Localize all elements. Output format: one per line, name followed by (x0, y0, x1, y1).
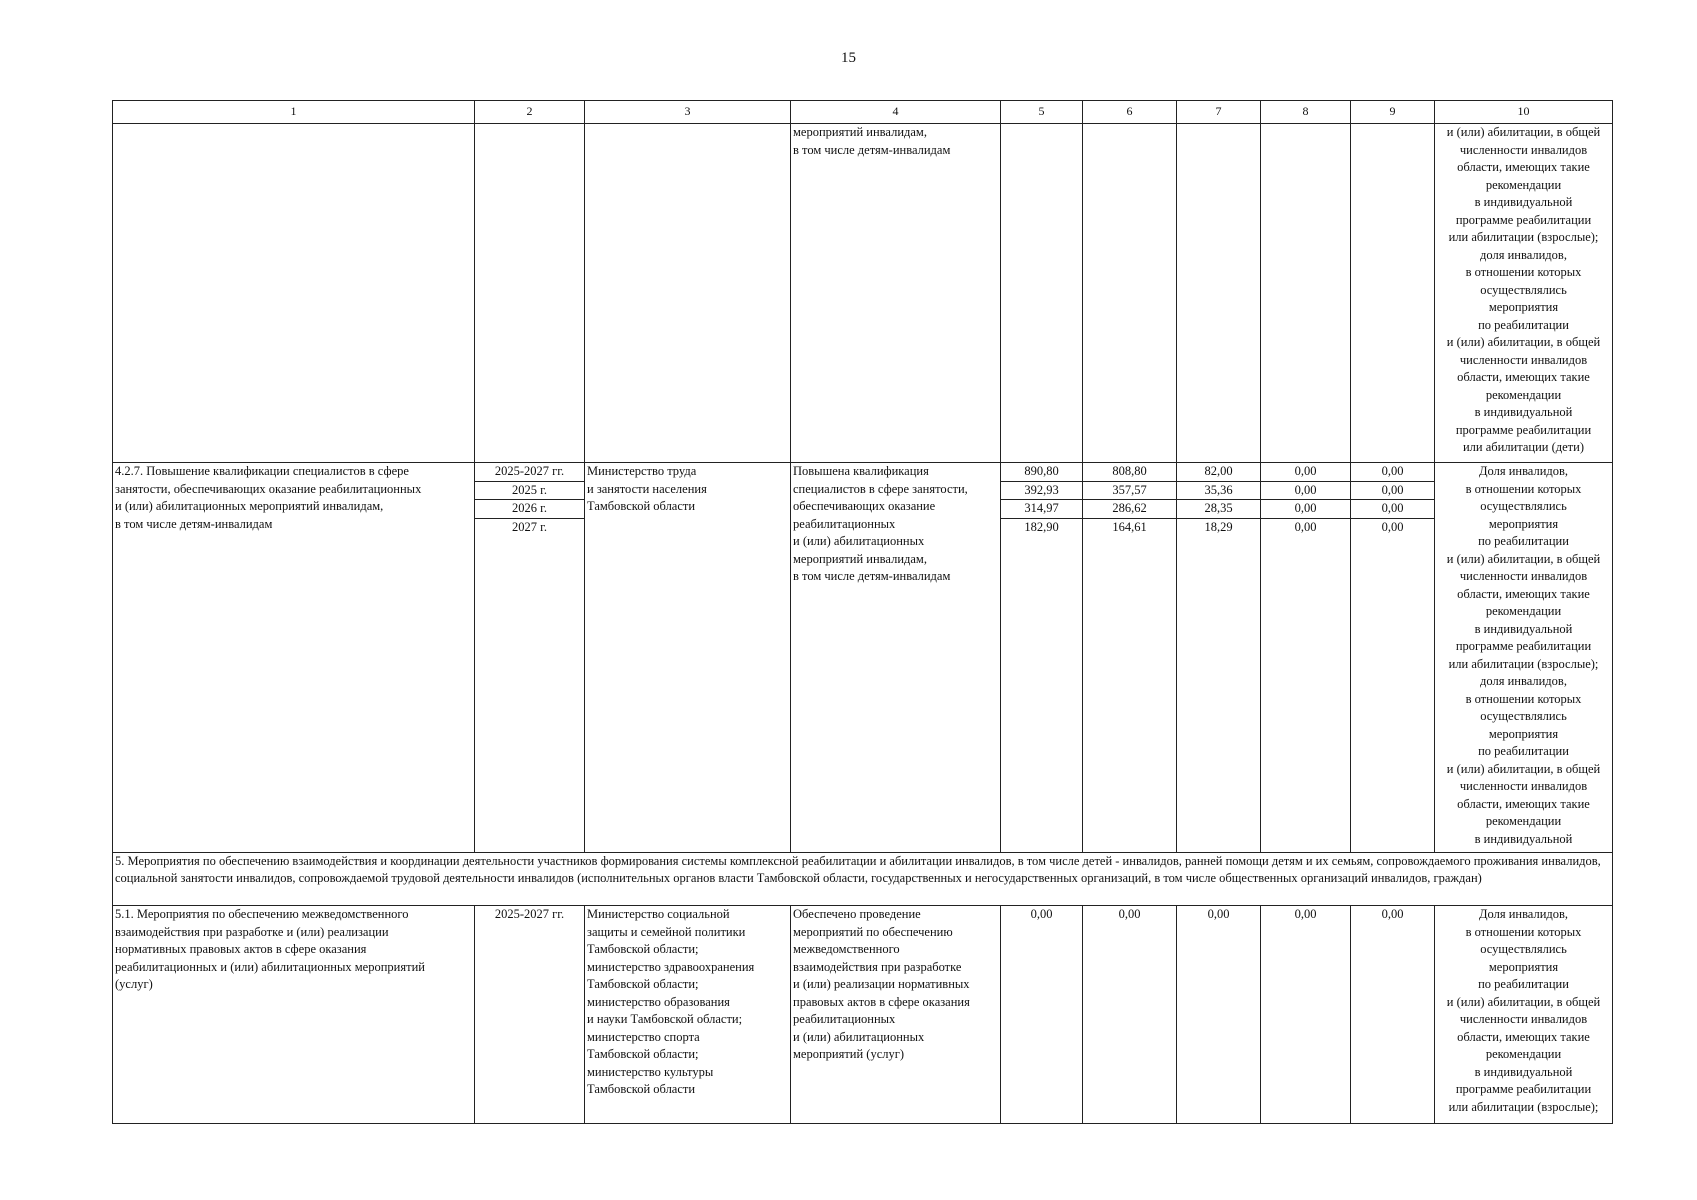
numeric-value: 0,00 (1351, 906, 1435, 1124)
numeric-value: 82,00 (1177, 463, 1260, 482)
activity-cell: 4.2.7. Повышение квалификации специалистов в сфере занятости, обеспечивающих оказание реабилитационных и (или) абилитационных мероприятий инвалидам, в том числе детям-инвалидам (113, 463, 475, 852)
years-cell (475, 463, 585, 852)
numeric-value: 0,00 (1261, 906, 1351, 1124)
header-cell: 8 (1261, 101, 1351, 124)
numeric-value: 0,00 (1294, 519, 1317, 534)
header-row (113, 101, 1613, 124)
value-cell-col7 (1177, 463, 1261, 852)
year-value: 2027 г. (512, 519, 547, 534)
indicator-cell: и (или) абилитации, в общей численности инвалидов области, имеющих такие рекомендации в индивидуальной программе реабилитации или абилитации (взрослые); доля инвалидов, в отношении которых осуществлялись мероприятия по реабилитации и (или) абилитации, в общей численности инвалидов области, имеющих такие рекомендации в индивидуальной программе реабилитации или абилитации (дети) (1435, 124, 1613, 463)
numeric-value: 314,97 (1001, 500, 1082, 519)
header-cell: 6 (1083, 101, 1177, 124)
table-row (113, 463, 1613, 852)
activity-cell: 5.1. Мероприятия по обеспечению межведомственного взаимодействия при разработке и (или) реализации нормативных правовых актов в сфере оказания реабилитационных и (или) абилитационных мероприятий (услуг) (113, 906, 475, 1124)
numeric-value: 0,00 (1381, 519, 1404, 534)
section-heading: 5. Мероприятия по обеспечению взаимодействия и координации деятельности участников формирования системы комплексной реабилитации и абилитации инвалидов, в том числе детей - инвалидов, ранней помощи детям и их семьям, сопровождаемого проживания инвалидов, социальной занятости инвалидов, сопровождаемой трудовой деятельности инвалидов (исполнительных органов власти Тамбовской области, государственных и негосударственных организаций, в том числе общественных организаций инвалидов, граждан) (113, 852, 1613, 905)
numeric-value: 0,00 (1261, 500, 1350, 519)
numeric-value: 0,00 (1177, 906, 1261, 1124)
numeric-value: 0,00 (1261, 482, 1350, 501)
header-cell: 3 (585, 101, 791, 124)
numeric-value: 182,90 (1024, 519, 1059, 534)
table-cell (585, 124, 791, 463)
table-cell (475, 124, 585, 463)
header-cell: 9 (1351, 101, 1435, 124)
section-row (113, 852, 1613, 905)
table-row (113, 906, 1613, 1124)
numeric-value: 18,29 (1204, 519, 1233, 534)
numeric-value: 164,61 (1112, 519, 1147, 534)
numeric-value: 0,00 (1351, 482, 1434, 501)
years-cell: 2025-2027 гг. (475, 906, 585, 1124)
year-value: 2025 г. (475, 482, 584, 501)
result-cell: Повышена квалификация специалистов в сфере занятости, обеспечивающих оказание реабилитационных и (или) абилитационных мероприятий инвалидам, в том числе детям-инвалидам (791, 463, 1001, 852)
value-cell-col8 (1261, 463, 1351, 852)
year-value: 2026 г. (475, 500, 584, 519)
numeric-value: 35,36 (1177, 482, 1260, 501)
value-cell-col5 (1001, 463, 1083, 852)
numeric-value: 0,00 (1261, 463, 1350, 482)
table-cell (113, 124, 475, 463)
table-cell (1261, 124, 1351, 463)
header-cell: 1 (113, 101, 475, 124)
header-cell: 5 (1001, 101, 1083, 124)
numeric-value: 357,57 (1083, 482, 1176, 501)
header-cell: 10 (1435, 101, 1613, 124)
numeric-value: 392,93 (1001, 482, 1082, 501)
numeric-value: 890,80 (1001, 463, 1082, 482)
table-cell (1083, 124, 1177, 463)
table-cell (1001, 124, 1083, 463)
table-row (113, 124, 1613, 463)
numeric-value: 0,00 (1083, 906, 1177, 1124)
header-cell: 4 (791, 101, 1001, 124)
indicator-cell: Доля инвалидов, в отношении которых осуществлялись мероприятия по реабилитации и (или) абилитации, в общей численности инвалидов области, имеющих такие рекомендации в индивидуальной программе реабилитации или абилитации (взрослые); (1435, 906, 1613, 1124)
value-cell-col6 (1083, 463, 1177, 852)
numeric-value: 286,62 (1083, 500, 1176, 519)
header-cell: 2 (475, 101, 585, 124)
numeric-value: 808,80 (1083, 463, 1176, 482)
executor-cell: Министерство труда и занятости населения Тамбовской области (585, 463, 791, 852)
numeric-value: 28,35 (1177, 500, 1260, 519)
numeric-value: 0,00 (1001, 906, 1083, 1124)
value-cell-col9 (1351, 463, 1435, 852)
executor-cell: Министерство социальной защиты и семейной политики Тамбовской области; министерство здравоохранения Тамбовской области; министерство образования и науки Тамбовской области; министерство спорта Тамбовской области; министерство культуры Тамбовской области (585, 906, 791, 1124)
result-cell: мероприятий инвалидам, в том числе детям-инвалидам (791, 124, 1001, 463)
page-number: 15 (841, 50, 856, 66)
result-cell: Обеспечено проведение мероприятий по обеспечению межведомственного взаимодействия при разработке и (или) реализации нормативных правовых актов в сфере оказания реабилитационных и (или) абилитационных мероприятий (услуг) (791, 906, 1001, 1124)
program-table (112, 100, 1613, 1124)
header-cell: 7 (1177, 101, 1261, 124)
numeric-value: 0,00 (1351, 463, 1434, 482)
numeric-value: 0,00 (1351, 500, 1434, 519)
table-cell (1177, 124, 1261, 463)
year-value: 2025-2027 гг. (475, 463, 584, 482)
table-cell (1351, 124, 1435, 463)
indicator-cell: Доля инвалидов, в отношении которых осуществлялись мероприятия по реабилитации и (или) абилитации, в общей численности инвалидов области, имеющих такие рекомендации в индивидуальной программе реабилитации или абилитации (взрослые); доля инвалидов, в отношении которых осуществлялись мероприятия по реабилитации и (или) абилитации, в общей численности инвалидов области, имеющих такие рекомендации в индивидуальной (1435, 463, 1613, 852)
